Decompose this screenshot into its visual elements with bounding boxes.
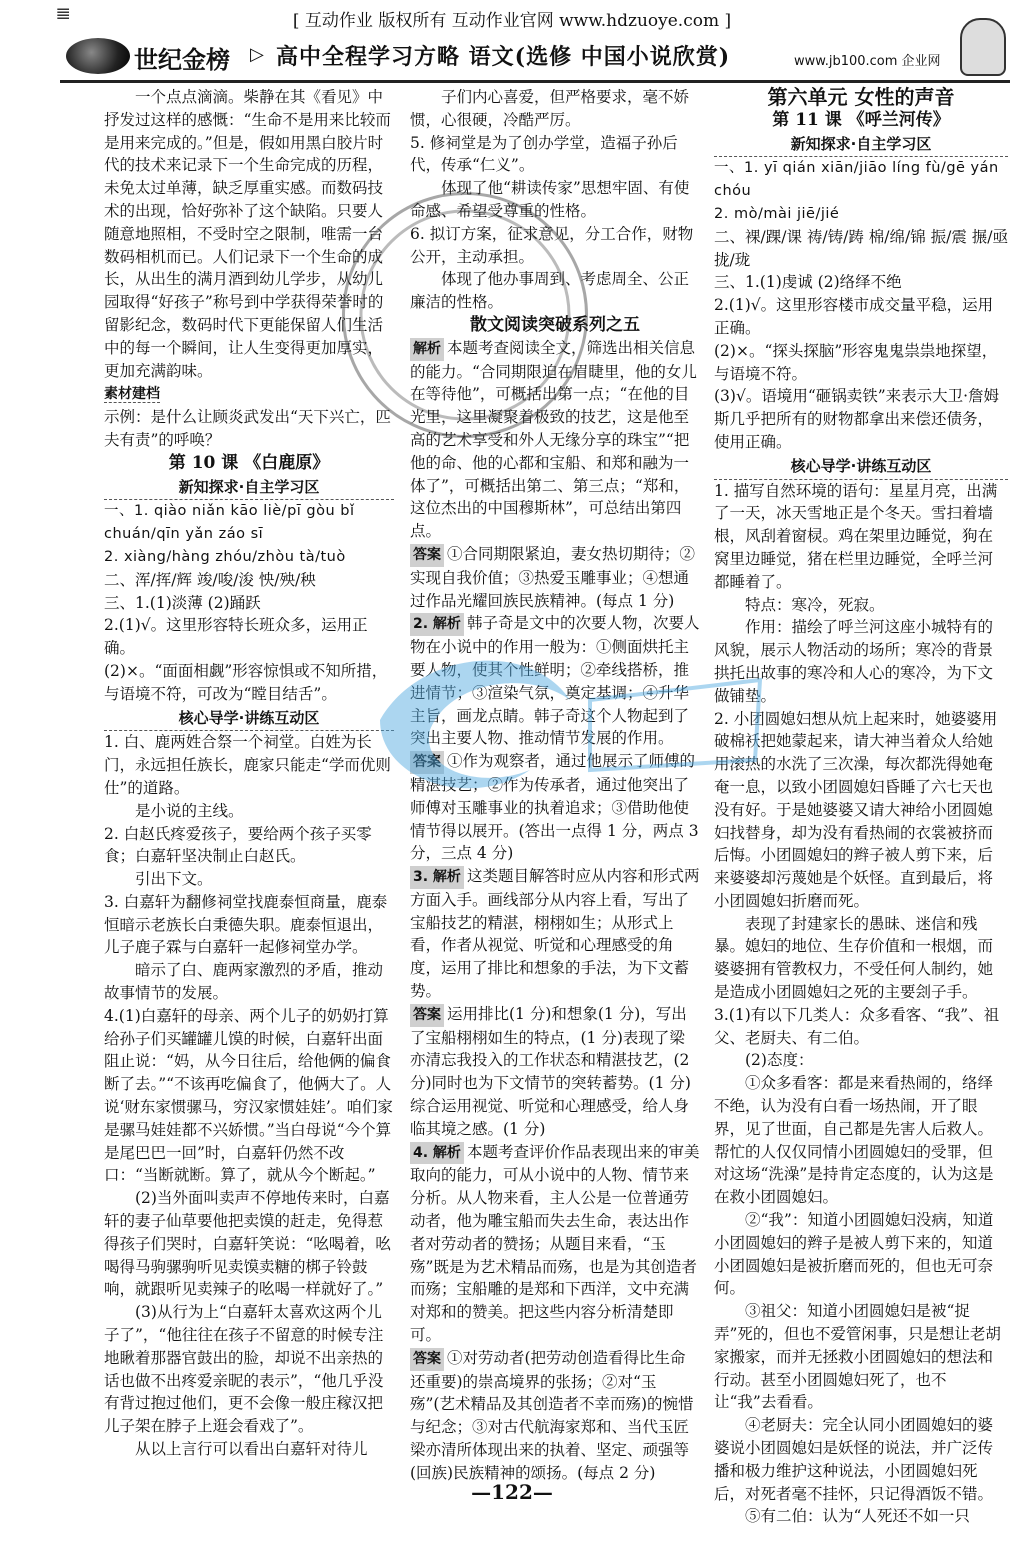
- answer-line: 3.(1)有以下几类人：众多看客、“我”、祖父、老厨夫、有二伯。: [714, 1005, 1000, 1047]
- lesson-title: 第 11 课 《呼兰河传》: [772, 109, 950, 130]
- analysis-paragraph: [410, 612, 700, 750]
- answer-line: 2. 白赵氏疼爱孩子，要给两个孩子买零食；白嘉轩坚决制止白赵氏。: [104, 824, 372, 866]
- analysis-paragraph: [410, 337, 700, 543]
- answer-line: 3. 白嘉轩为翻修祠堂找鹿泰恒商量，鹿泰恒暗示老族长白秉德失职。鹿泰恒退出，儿子鹿子霖与白嘉轩一起修祠堂办学。: [104, 892, 388, 957]
- answer-paragraph: 体现了他办事周到、考虑周全、公正廉洁的性格。: [410, 270, 690, 312]
- analysis-text: ①作为观察者，通过他展示了师傅的精湛技艺；②作为传承者，通过他突出了师傅对玉雕事业的执着追求；③借助他使情节得以展开。(答出一点得 1 分，两点 3 分，三点 4 分): [410, 752, 699, 863]
- answer-line: 示例：是什么让顾炎武发出“天下兴亡，匹夫有责”的呼唤？: [104, 408, 391, 449]
- answer-paragraph: 引出下文。: [135, 870, 213, 889]
- answer-line: 二、浑/挥/辉 竣/唆/浚 怏/殃/秧: [104, 570, 316, 589]
- mascot-icon: [960, 18, 1006, 76]
- analysis-text: 本题考查阅读全文，筛选出相关信息的能力。“合同期限迫在眉睫里，他的女儿在等待他”，可概括出第一点；“在他的目光里，这里凝聚着极致的技艺，这是他至高的艺术享受和外人无缘分享的珠宝”“把他的命、他的心都和宝船、和郑和融为一体了”，可概括出第二、第三点；“郑和，这位杰出的中国穆斯林”，可总结出第四点。: [410, 338, 697, 541]
- bird-icon: 𝌆: [56, 4, 71, 23]
- column-middle: [410, 86, 700, 1485]
- answer-paragraph: 特点：寒冷，死寂。: [745, 595, 885, 614]
- lesson-title: 第 10 课 《白鹿原》: [168, 452, 330, 473]
- answer-tag: 3. 解析: [410, 866, 464, 889]
- page-number: —122—: [471, 1480, 553, 1504]
- analysis-paragraph: [410, 543, 700, 612]
- analysis-text: 韩子奇是文中的次要人物，次要人物在小说中的作用一般为：①侧面烘托主要人物，使其个性鲜明；②牵线搭桥，推进情节；③渲染气氛，奠定基调；④升华主旨，画龙点睛。韩子奇这个人物起到了突出主要人物、推动情节发展的作用。: [410, 614, 700, 748]
- analysis-text: 运用排比(1 分)和想象(1 分)，写出了宝船栩栩如生的特点，(1 分)表现了梁亦清忘我投入的工作状态和精湛技艺，(2 分)同时也为下文情节的突转蓄势。(1 分)综合运用视觉、听觉和心理感受，给人身临其境之感。(1 分): [410, 1004, 691, 1138]
- section-banner: 核心导学·讲练互动区: [714, 454, 1008, 480]
- answer-line: 二、裸/踝/课 祷/铸/踌 棉/绵/锦 振/震 搌/亟 拢/珑: [714, 227, 1008, 269]
- answer-line: 2.(1)√。这里形容楼市成交量平稳，运用正确。: [714, 296, 994, 337]
- answer-paragraph: 暗示了白、鹿两家激烈的矛盾，推动故事情节的发展。: [104, 961, 384, 1003]
- continued-paragraph: 一个点点滴滴。柴静在其《看见》中抒发过这样的感慨：“生命不是用来比较而是用来完成的。”但是，假如用黑白胶片时代的技术来记录下一个生命完成的历程，未免太过单薄，缺乏厚重实感。而数码技术的出现，恰好弥补了这个缺陷。只要人随意地照相，不受时空之限制，唯需一台数码相机而已。人们记录下一个生命的成长，从出生的满月酒到幼儿学步，从幼儿园取得“好孩子”称号到中学获得荣誉时的留影纪念，数码时代下更能保留人们生活中的每一个瞬间，让人生变得更加厚实，更加充满韵味。: [104, 88, 391, 380]
- answer-line: (2)×。“面面相觑”形容惊惧或不知所措，与语境不符，可改为“瞠目结舌”。: [104, 661, 388, 703]
- answer-line: 5. 修祠堂是为了创办学堂，造福子孙后代，传承“仁义”。: [410, 133, 678, 175]
- unit-title: 第六单元 女性的声音: [767, 85, 955, 109]
- header-divider: [60, 80, 1010, 83]
- material-heading: [104, 382, 394, 406]
- answer-paragraph: 是小说的主线。: [135, 801, 244, 820]
- continued-paragraph: 子们内心喜爱，但严格要求，毫不娇惯，心很硬，冷酷严厉。: [410, 88, 690, 129]
- answer-line: 1. 描写自然环境的语句：星星月亮，出满了一天，冰天雪地正是个冬天。雪扫着墙根，风刮着窗棂。鸡在架里边睡觉，狗在窝里边睡觉，猪在栏里边睡觉，全呼兰河都睡着了。: [714, 481, 998, 591]
- analysis-paragraph: [410, 750, 700, 865]
- answer-tag: 4. 解析: [410, 1142, 464, 1165]
- pinyin-answer: 2. mò/mài jiē/jié: [714, 205, 840, 222]
- answer-line: 4.(1)白嘉轩的母亲、两个儿子的奶奶打算给孙子们买罐罐儿馍的时候，白嘉轩出面阻止说：“妈，从今日往后，给他俩的偏食断了去。”“不该再吃偏食了，他俩大了。人说‘财东家惯骡马，穷汉家惯娃娃’。咱们家是骡马娃娃都不兴娇惯。”当白母说“今个算是尾巴巴一回”时，白嘉轩仍然不改口：“当断就断。算了，就从今个断起。”: [104, 1006, 393, 1185]
- answer-line: 三、1.(1)淡薄 (2)踊跃: [104, 593, 261, 612]
- answer-tag: 答案: [410, 1348, 444, 1371]
- answer-line: 1. 白、鹿两姓合祭一个祠堂。白姓为长门，永远担任族长，鹿家只能走“学而优则仕”的道路。: [104, 733, 391, 797]
- answer-tag: 答案: [410, 751, 444, 774]
- lesson-title: 散文阅读突破系列之五: [470, 314, 640, 335]
- answer-line: (3)√。语境用“砸锅卖铁”来表示大卫·詹姆斯几乎把所有的财物都拿出来偿还债务，使用正确。: [714, 387, 1000, 451]
- answer-paragraph: 体现了他“耕读传家”思想牢固、有使命感、希望受尊重的性格。: [410, 179, 690, 220]
- answer-line: 三、1.(1)虔诚 (2)络绎不绝: [714, 273, 902, 292]
- answer-paragraph: ④老厨夫：完全认同小团圆媳妇的婆婆说小团圆媳妇是妖怪的说法，并广泛传播和极力维护这种说法，小团圆媳妇死后，对死者毫不挂怀，只记得酒饭不错。: [714, 1416, 994, 1503]
- section-banner: 新知探求·自主学习区: [714, 132, 1008, 158]
- analysis-text: ①对劳动者(把劳动创造看得比生命还重要)的崇高境界的张扬；②对“玉殇”(艺术精品及其创造者不幸而殇)的惋惜与纪念；③对古代航海家郑和、当代玉匠梁亦清所体现出来的执着、坚定、顽强等(回族)民族精神的颂扬。(每点 2 分): [410, 1348, 694, 1482]
- answer-tag: 答案: [410, 1004, 444, 1027]
- material-tag: 素材建档: [104, 386, 160, 403]
- pinyin-answer: 一、1. qiào niǎn kāo liè/pī gòu bǐ chuán/qīn yǎn záo sī: [104, 503, 355, 543]
- analysis-text: 这类题目解答时应从内容和形式两方面入手。画线部分从内容上看，写出了宝船技艺的精湛，栩栩如生；从形式上看，作者从视觉、听觉和心理感受的角度，运用了排比和想象的手法，为下文蓄势。: [410, 867, 700, 1001]
- analysis-text: ①合同期限紧迫，妻女热切期待；②实现自我价值；③热爱玉雕事业；④想通过作品光耀回族民族精神。(每点 1 分): [410, 544, 696, 610]
- answer-paragraph: ①众多看客：都是来看热闹的，络绎不绝，认为没有白看一场热闹，开了眼界，见了世面，自己都是先害人后救人。帮忙的人仅仅同情小团圆媳妇的受罪，但对这场“洗澡”是持肯定态度的，认为这是在救小团圆媳妇。: [714, 1074, 994, 1207]
- section-banner: 新知探求·自主学习区: [104, 475, 394, 501]
- answer-paragraph: 表现了封建家长的愚昧、迷信和残暴。媳妇的地位、生存价值和一根烟，而婆婆拥有管教权力，不受任何人制约，她是造成小团圆媳妇之死的主要刽子手。: [714, 914, 994, 1002]
- answer-line: 2. 小团圆媳妇想从炕上起来时，她婆婆用破棉袄把她蒙起来，请大神当着众人给她用滚热的水洗了三次澡，每次都洗得她奄奄一息，以致小团圆媳妇昏睡了六七天也没有好。于是她婆婆又请大神给小团圆媳妇找替身，却为没有看热闹的衣裳被挤而后悔。小团圆媳妇的辫子被人剪下来，后来婆婆却污蔑她是个妖怪。直到最后，将小团圆媳妇折磨而死。: [714, 709, 998, 910]
- section-banner: 核心导学·讲练互动区: [104, 706, 394, 732]
- pinyin-answer: 2. xiàng/hàng zhóu/zhòu tà/tuò: [104, 548, 346, 565]
- answer-paragraph: ③祖父：知道小团圆媳妇是被“捉弄”死的，但也不爱管闲事，只是想让老胡家搬家，而并无拯救小团圆媳妇的想法和行动。甚至小团圆媳妇死了，也不让“我”去看看。: [714, 1302, 1001, 1412]
- answer-paragraph: (2)当外面叫卖声不停地传来时，白嘉轩的妻子仙草要他把卖馍的赶走，免得惹得孩子们哭时，白嘉轩笑说：“吆喝着，吆喝得马驹骡驹听见卖馍卖糖的梆子铃鼓响，就跟听见卖辣子的吆喝一样就好了。”: [104, 1189, 391, 1299]
- column-right: [714, 86, 1008, 1528]
- pinyin-answer: 一、1. yī qián xiān/jiāo líng fù/gē yán chóu: [714, 160, 999, 200]
- answer-line: 2.(1)√。这里形容特长班众多，运用正确。: [104, 616, 368, 658]
- analysis-text: 本题考查评价作品表现出来的审美取向的能力，可从小说中的人物、情节来分析。从人物来看，主人公是一位普通劳动者，他为雕宝船而失去生命，表达出作者对劳动者的赞扬；从题目来看，“玉殇”既是为艺术精品而殇，也是为其创造者而殇；宝船雕的是郑和下西洋，文中充满对郑和的赞美。把这些内容分析清楚即可。: [410, 1142, 700, 1345]
- answer-paragraph: (3)从行为上“白嘉轩太喜欢这两个儿子了”，“他往往在孩子不留意的时候专注地瞅着那器官鼓出的脸，却说不出亲热的话也做不出疼爱亲昵的表示”，“他几乎没有背过抱过他们，更不会像一般庄稼汉把儿子架在脖子上逛会看戏了”。: [104, 1303, 384, 1436]
- answer-line: (2)×。“探头探脑”形容鬼鬼祟祟地探望，与语境不符。: [714, 341, 998, 383]
- brand-name: 世纪金榜: [134, 45, 230, 74]
- answer-paragraph: ⑤有二伯：认为“人死还不如一只: [745, 1507, 970, 1526]
- answer-tag: 解析: [410, 338, 444, 361]
- logo-emblem-icon: [66, 38, 130, 74]
- column-left: [104, 86, 394, 1461]
- play-arrow-icon: ▷: [250, 44, 264, 65]
- analysis-paragraph: [410, 1003, 700, 1141]
- answer-paragraph: ②“我”：知道小团圆媳妇没病，知道小团圆媳妇的辫子是被人剪下来的，知道小团圆媳妇是被折磨而死的，但也无可奈何。: [714, 1211, 994, 1298]
- top-banner: [ 互动作业 版权所有 互动作业官网 www.hdzuoye.com ]: [292, 11, 732, 31]
- answer-line: 6. 拟订方案，征求意见，分工合作，财物公开，主动承担。: [410, 224, 694, 266]
- answer-tag: 答案: [410, 544, 444, 567]
- website-label: www.jb100.com 企业网: [794, 54, 941, 69]
- answer-paragraph: 从以上言行可以看出白嘉轩对待儿: [135, 1440, 368, 1459]
- answer-paragraph: (2)态度：: [745, 1051, 814, 1070]
- analysis-paragraph: [410, 865, 700, 1003]
- answer-tag: 2. 解析: [410, 613, 464, 636]
- page-header: [60, 34, 1006, 78]
- analysis-paragraph: [410, 1141, 700, 1347]
- analysis-paragraph: [410, 1347, 700, 1485]
- book-title: 高中全程学习方略 语文(选修 中国小说欣赏): [276, 44, 731, 70]
- answer-paragraph: 作用：描绘了呼兰河这座小城特有的风貌，展示人物活动的场所；寒冷的背景拱托出故事的寒冷和人心的寒冷，为下文做铺垫。: [714, 618, 994, 705]
